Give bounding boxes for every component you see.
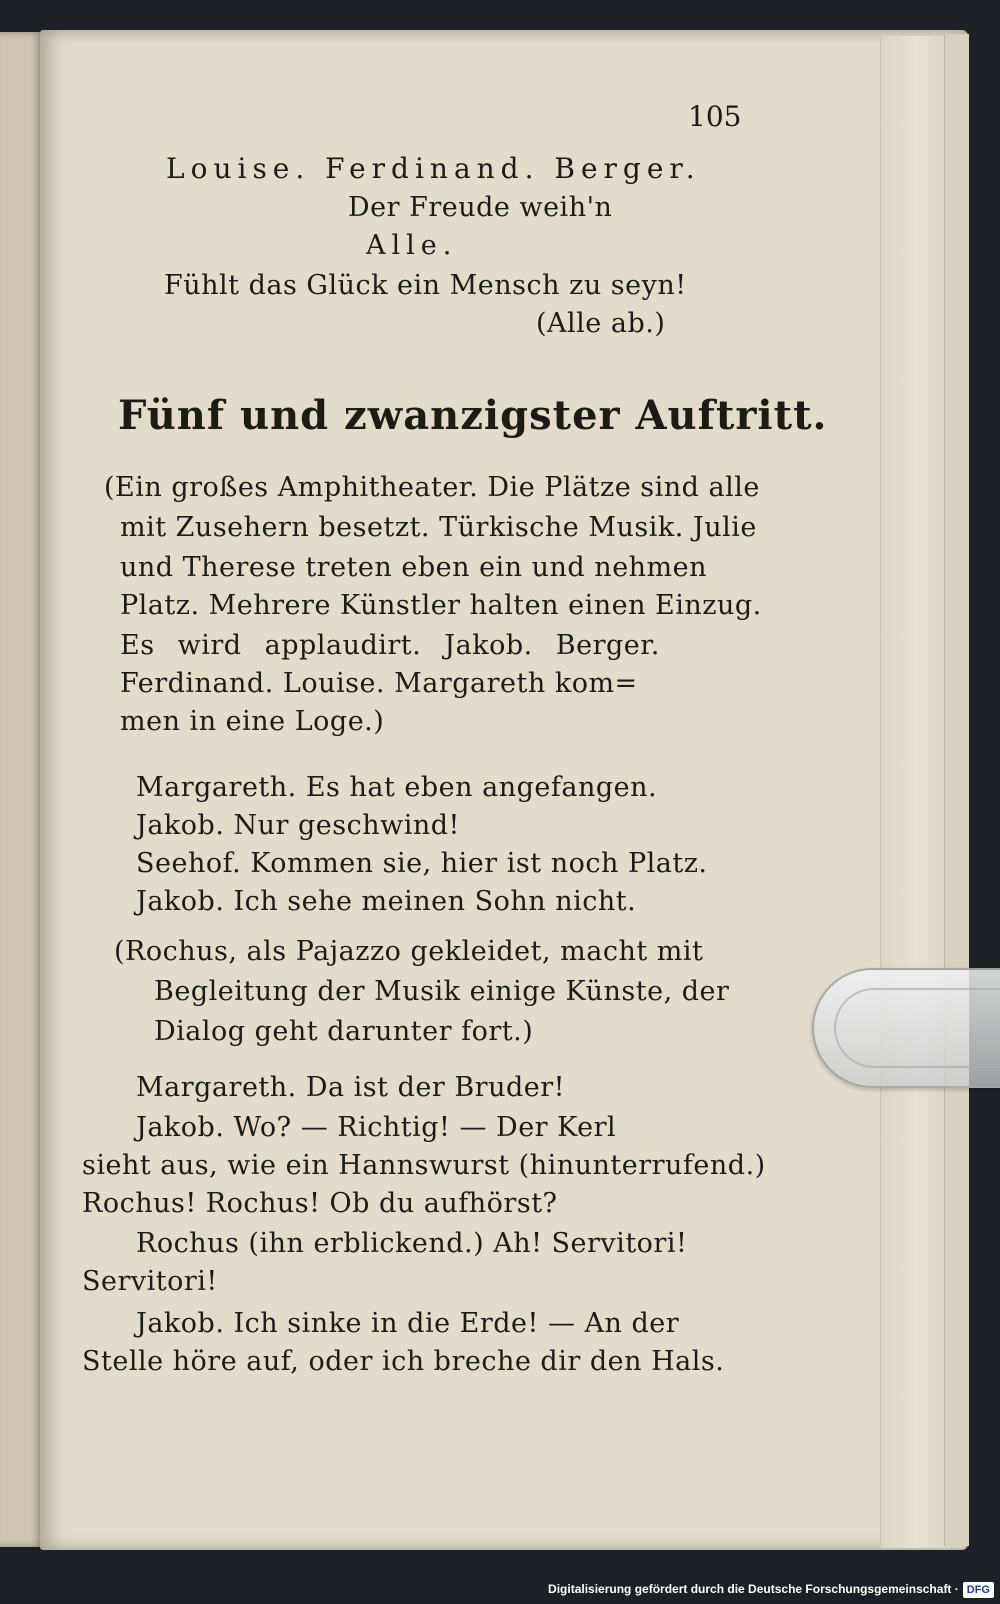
dfg-logo: DFG xyxy=(963,1582,994,1598)
stage-direction-line: Dialog geht darunter fort.) xyxy=(154,1016,534,1047)
verse-line: Fühlt das Glück ein Mensch zu seyn! xyxy=(164,270,687,301)
plastic-clip xyxy=(812,968,1000,1088)
dialogue-line: Seehof. Kommen sie, hier ist noch Platz. xyxy=(136,848,708,879)
stage-direction-line: mit Zusehern besetzt. Türkische Musik. Julie xyxy=(120,512,757,543)
dialogue-line: Stelle höre auf, oder ich breche dir den Hals. xyxy=(82,1346,725,1377)
stage-direction-line: Begleitung der Musik einige Künste, der xyxy=(154,976,730,1007)
stage-direction-line: Ferdinand. Louise. Margareth kom= xyxy=(120,668,638,699)
dialogue-line: Jakob. Wo? — Richtig! — Der Kerl xyxy=(136,1112,617,1143)
dialogue-line: Rochus! Rochus! Ob du aufhörst? xyxy=(82,1188,558,1219)
stage-direction-line: Platz. Mehrere Künstler halten einen Einzug. xyxy=(120,590,762,621)
stage-exit: (Alle ab.) xyxy=(536,308,666,339)
dialogue-line: Margareth. Da ist der Bruder! xyxy=(136,1072,565,1103)
stage-direction-line: men in eine Loge.) xyxy=(120,706,385,737)
stage-direction-line: Es wird applaudirt. Jakob. Berger. xyxy=(120,630,660,661)
dialogue-line: Servitori! xyxy=(82,1266,218,1297)
speaker-line: Alle. xyxy=(366,230,458,261)
dialogue-line: Jakob. Ich sinke in die Erde! — An der xyxy=(136,1308,680,1339)
page-stack-edge-outer xyxy=(944,34,969,1546)
page-number: 105 xyxy=(688,100,742,133)
credit-text: Digitalisierung gefördert durch die Deutsche Forschungsgemeinschaft · xyxy=(548,1582,959,1596)
dialogue-line: sieht aus, wie ein Hannswurst (hinunterrufend.) xyxy=(82,1150,766,1181)
scene-heading: Fünf und zwanzigster Auftritt. xyxy=(118,392,828,439)
dialogue-line: Jakob. Ich sehe meinen Sohn nicht. xyxy=(136,886,637,917)
stage-direction-line: (Rochus, als Pajazzo gekleidet, macht mit xyxy=(114,936,704,967)
dialogue-line: Rochus (ihn erblickend.) Ah! Servitori! xyxy=(136,1228,688,1259)
speaker-line: Louise. Ferdinand. Berger. xyxy=(166,152,701,185)
stage-direction-line: und Therese treten eben ein und nehmen xyxy=(120,552,708,583)
dialogue-line: Jakob. Nur geschwind! xyxy=(136,810,460,841)
verse-line: Der Freude weih'n xyxy=(348,192,613,223)
dialogue-line: Margareth. Es hat eben angefangen. xyxy=(136,772,658,803)
stage-direction-line: (Ein großes Amphitheater. Die Plätze sind alle xyxy=(104,472,760,503)
digitization-credit xyxy=(548,1578,994,1600)
